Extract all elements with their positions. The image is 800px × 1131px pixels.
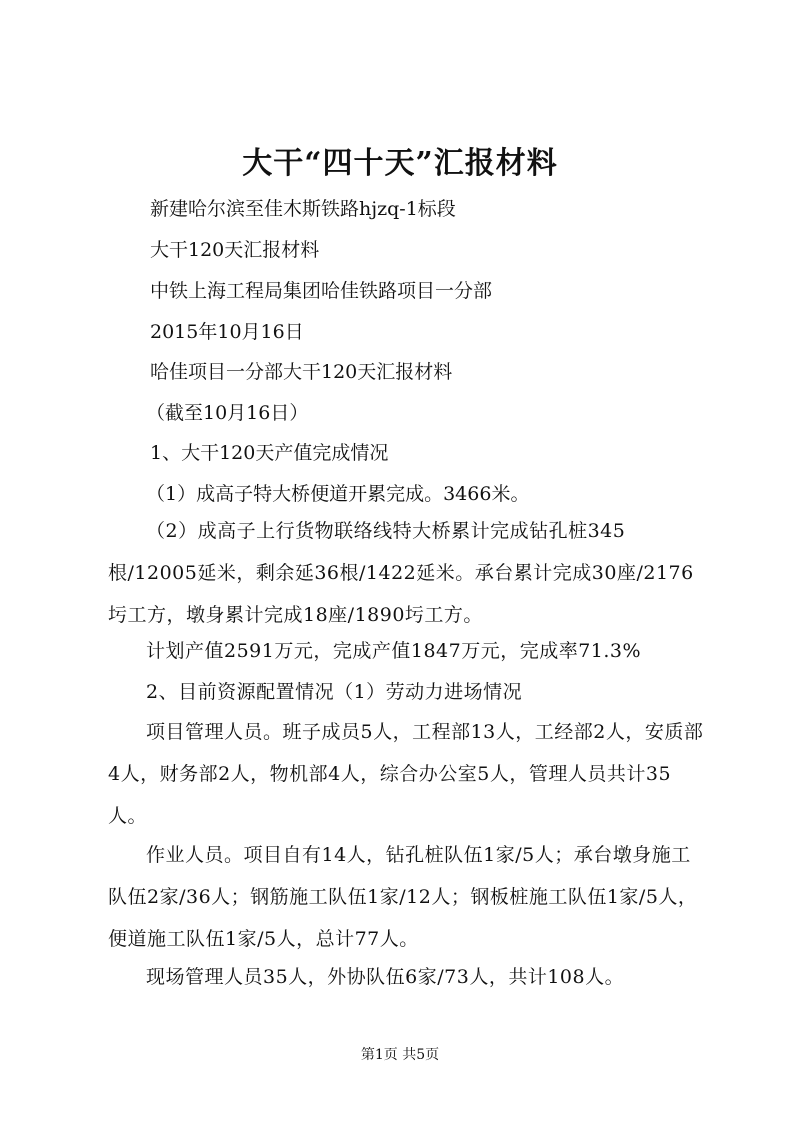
paragraph-management-staff: 项目管理人员。班子成员5人，工程部13人，工经部2人，安质部4人，财务部2人，物机部4人，综合办公室5人，管理人员共计35人。 <box>108 721 704 827</box>
header-line-project: 新建哈尔滨至佳木斯铁路hjzq-1标段 <box>150 198 456 220</box>
header-line-date: 2015年10月16日 <box>150 321 304 343</box>
paragraph-work-staff: 作业人员。项目自有14人，钻孔桩队伍1家/5人；承台墩身施工队伍2家/36人；钢筋施工队伍1家/12人；钢板桩施工队伍1家/5人，便道施工队伍1家/5人，总计77人。 <box>108 844 698 950</box>
header-line-cutoff: （截至10月16日） <box>146 402 309 424</box>
paragraph-item-2: （2）成高子上行货物联络线特大桥累计完成钻孔桩345根/12005延米，剩余延36根/1422延米。承台累计完成30座/2176圬工方，墩身累计完成18座/1890圬工方。 <box>108 520 694 626</box>
header-line-company: 中铁上海工程局集团哈佳铁路项目一分部 <box>150 280 493 302</box>
header-line-report: 大干120天汇报材料 <box>150 239 320 261</box>
item-1: （1）成高子特大桥便道开累完成。3466米。 <box>146 483 530 505</box>
page-footer: 第1页 共5页 <box>360 1047 440 1063</box>
document-title: 大干“四十天”汇报材料 <box>242 146 558 181</box>
paragraph-output-value: 计划产值2591万元，完成产值1847万元，完成率71.3% <box>146 640 642 662</box>
paragraph-total-staff: 现场管理人员35人，外协队伍6家/73人，共计108人。 <box>146 966 625 988</box>
section-heading-2: 2、目前资源配置情况（1）劳动力进场情况 <box>146 681 523 703</box>
header-line-subtitle: 哈佳项目一分部大干120天汇报材料 <box>150 361 453 383</box>
section-heading-1: 1、大干120天产值完成情况 <box>150 442 389 464</box>
